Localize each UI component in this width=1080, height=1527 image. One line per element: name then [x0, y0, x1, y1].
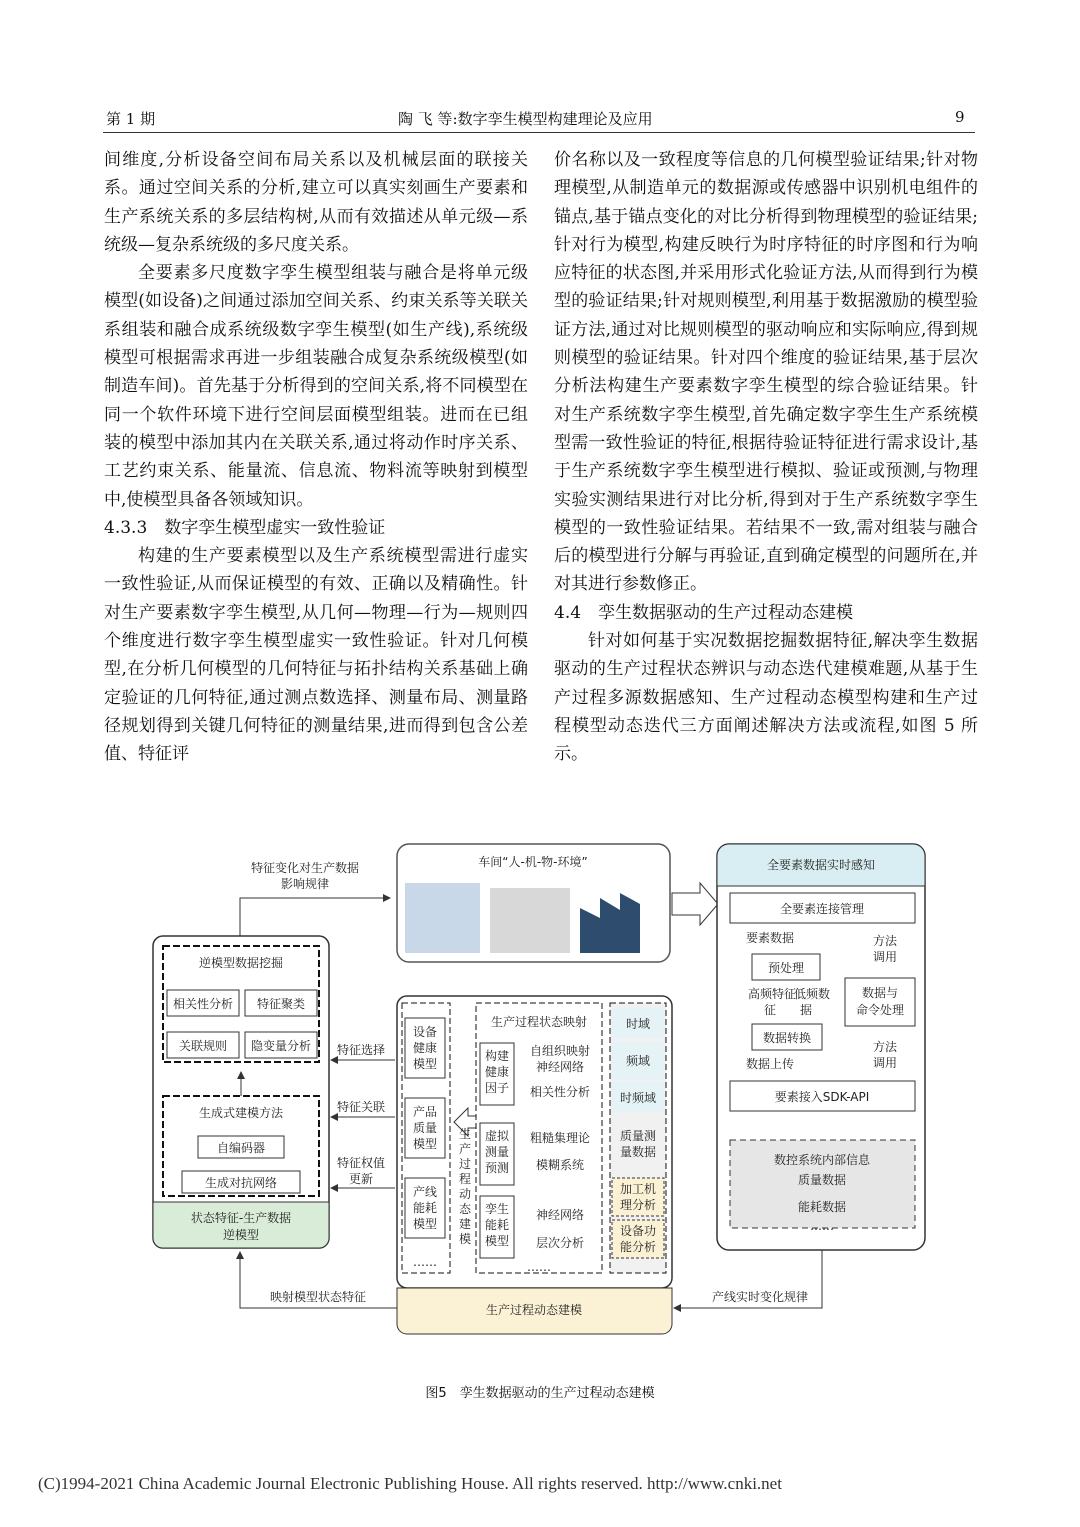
label: 频域	[625, 1054, 651, 1068]
vertical-label-char: 态	[458, 1202, 472, 1216]
label: 自组织映射	[529, 1044, 591, 1058]
label: 更新	[348, 1172, 374, 1186]
label: 模型	[412, 1217, 438, 1231]
label: 特征权值	[336, 1156, 386, 1170]
label: 生产过程动态建模	[485, 1303, 583, 1317]
label: 影响规律	[280, 877, 330, 891]
label: 健康	[484, 1065, 510, 1079]
label: ……	[527, 1260, 551, 1274]
vertical-label-char: 生	[458, 1127, 472, 1141]
label: 设备功	[619, 1224, 657, 1238]
label: 模糊系统	[535, 1158, 585, 1172]
sense-title: 全要素数据实时感知	[766, 858, 876, 872]
vertical-label-char: 产	[458, 1142, 472, 1156]
label: 据	[799, 1003, 813, 1017]
label: 神经网络	[535, 1060, 585, 1074]
label: 模型	[412, 1057, 438, 1071]
label: 孪生	[484, 1202, 510, 1216]
issue-number: 第 1 期	[106, 110, 156, 128]
section-heading: 4.3.3 数字孪生模型虚实一致性验证	[104, 517, 386, 538]
label: 因子	[484, 1081, 510, 1095]
label: 产线实时变化规律	[711, 1290, 809, 1304]
label: 预处理	[767, 961, 805, 975]
label: 相关性分析	[172, 997, 234, 1011]
label: 量数据	[619, 1145, 657, 1159]
label: 自编码器	[216, 1141, 266, 1155]
label: 层次分析	[535, 1236, 585, 1250]
label: 测量	[484, 1145, 510, 1159]
label: 特征聚类	[256, 997, 306, 1011]
label: 数据上传	[745, 1057, 795, 1071]
label: 模型	[484, 1234, 510, 1248]
vertical-label-char: 建	[458, 1217, 472, 1231]
workshop-title: 车间“人-机-物-环境”	[478, 855, 588, 869]
label: 构建	[484, 1049, 510, 1063]
label: 状态特征-生产数据	[190, 1211, 292, 1225]
label: 时域	[625, 1017, 651, 1031]
label: 健康	[412, 1041, 438, 1055]
label: ……	[810, 1219, 834, 1233]
label: 能耗	[412, 1201, 438, 1215]
label: 要素数据	[745, 931, 795, 945]
label: 方法	[872, 934, 898, 948]
label: 加工机	[619, 1182, 657, 1196]
right-column	[554, 146, 978, 769]
label: 能分析	[619, 1240, 657, 1254]
label: 产品	[412, 1105, 438, 1119]
label: 虚拟	[484, 1129, 510, 1143]
label: 时频域	[619, 1091, 657, 1105]
paragraph: 间维度,分析设备空间布局关系以及机械层面的联接关系。通过空间关系的分析,建立可以真实刻画生产要素和生产系统关系的多层结构树,从而有效描述从单元级—系统级—复杂系统级的多尺度关系。	[104, 150, 528, 255]
label: 设备	[412, 1025, 438, 1039]
label: 质量	[412, 1121, 438, 1135]
vertical-label-char: 动	[458, 1187, 472, 1201]
label: 相关性分析	[529, 1085, 591, 1099]
label: 神经网络	[535, 1208, 585, 1222]
label: 粗糙集理论	[529, 1131, 591, 1145]
section-heading: 4.4 孪生数据驱动的生产过程动态建模	[554, 602, 854, 623]
figure-caption: 图5 孪生数据驱动的生产过程动态建模	[425, 1386, 655, 1401]
label: 高频特征	[747, 987, 797, 1001]
vertical-label-char: 过	[458, 1157, 472, 1171]
label: 调用	[872, 1056, 898, 1070]
copyright-footer: (C)1994-2021 China Academic Journal Electronic Publishing House. All rights reserved. http://www.cnki.net	[38, 1474, 782, 1493]
label: 生成式建模方法	[198, 1106, 284, 1120]
label: 数据转换	[762, 1031, 812, 1045]
robot-image	[405, 883, 480, 953]
vertical-label-char: 程	[458, 1172, 472, 1186]
page-number: 9	[955, 108, 965, 126]
vertical-label-char: 模	[458, 1232, 472, 1246]
figure-5-diagram	[0, 838, 1080, 1378]
paragraph: 价名称以及一致程度等信息的几何模型验证结果;针对物理模型,从制造单元的数据源或传感器中识别机电组件的锚点,基于锚点变化的对比分析得到物理模型的验证结果;针对行为模型,构建反映行为时序特征的时序图和行为响应特征的状态图,并采用形式化验证方法,从而得到行为模型的验证结果;针对规则模型,利用基于数据激励的模型验证方法,通过对比规则模型的驱动响应和实际响应,得到规则模型的验证结果。针对四个维度的验证结果,基于层次分析法构建生产要素数字孪生模型的综合验证结果。针对生产系统数字孪生模型,首先确定数字孪生生产系统模型需一致性验证的特征,根据待验证特征进行需求设计,基于生产系统数字孪生模型进行模拟、验证或预测,与物理实验实测结果进行对比分析,得到对于生产系统数字孪生模型的一致性验证结果。若结果不一致,需对组装与融合后的模型进行分解与再验证,直到确定模型的问题所在,并对其进行参数修正。	[554, 150, 978, 595]
label: 生成对抗网络	[204, 1176, 278, 1190]
label: 特征选择	[336, 1043, 386, 1057]
label: 低频数	[793, 987, 831, 1001]
label: 映射模型状态特征	[269, 1290, 367, 1304]
label: 产线	[412, 1185, 438, 1199]
label: 预测	[484, 1161, 510, 1175]
label: 模型	[412, 1137, 438, 1151]
label: 调用	[872, 950, 898, 964]
label: 命令处理	[855, 1003, 905, 1017]
label: 逆模型	[222, 1228, 260, 1242]
label: 要素接入SDK-API	[774, 1090, 870, 1104]
label: 质量测	[619, 1129, 657, 1143]
label: 方法	[872, 1040, 898, 1054]
label: 理分析	[619, 1198, 657, 1212]
label: 全要素连接管理	[779, 902, 865, 916]
label: 能耗	[484, 1218, 510, 1232]
label: 隐变量分析	[250, 1039, 312, 1053]
label: 数据与	[861, 986, 899, 1000]
header-rule	[103, 132, 975, 133]
running-title: 陶 飞 等:数字孪生模型构建理论及应用	[398, 110, 653, 128]
left-column	[104, 146, 528, 769]
label: 能耗数据	[797, 1200, 847, 1214]
paragraph: 构建的生产要素模型以及生产系统模型需进行虚实一致性验证,从而保证模型的有效、正确以及精确性。针对生产要素数字孪生模型,从几何—物理—行为—规则四个维度进行数字孪生模型虚实一致性验证。针对几何模型,在分析几何模型的几何特征与拓扑结构关系基础上确定验证的几何特征,通过测点数选择、测量布局、测量路径规划得到关键几何特征的测量结果,进而得到包含公差值、特征评	[104, 546, 528, 765]
label: 数控系统内部信息	[773, 1153, 871, 1167]
label: 征	[763, 1003, 777, 1017]
label: 逆模型数据挖掘	[198, 956, 284, 970]
label: 特征关联	[336, 1100, 386, 1114]
label: 关联规则	[178, 1039, 228, 1053]
label: ……	[413, 1255, 437, 1269]
machine-image	[490, 888, 570, 953]
paragraph: 针对如何基于实况数据挖掘数据特征,解决孪生数据驱动的生产过程状态辨识与动态迭代建模难题,从基于生产过程多源数据感知、生产过程动态模型构建和生产过程模型动态迭代三方面阐述解决方法或流程,如图 5 所示。	[554, 631, 978, 765]
label: 质量数据	[797, 1173, 847, 1187]
label: 生产过程状态映射	[490, 1015, 588, 1029]
paragraph: 全要素多尺度数字孪生模型组装与融合是将单元级模型(如设备)之间通过添加空间关系、约束关系等关联关系组装和融合成系统级数字孪生模型(如生产线),系统级模型可根据需求再进一步组装融合成复杂系统级模型(如制造车间)。首先基于分析得到的空间关系,将不同模型在同一个软件环境下进行空间层面模型组装。进而在已组装的模型中添加其内在关联关系,通过将动作时序关系、工艺约束关系、能量流、信息流、物料流等映射到模型中,使模型具备各领域知识。	[104, 263, 528, 510]
label: 特征变化对生产数据	[250, 861, 360, 875]
